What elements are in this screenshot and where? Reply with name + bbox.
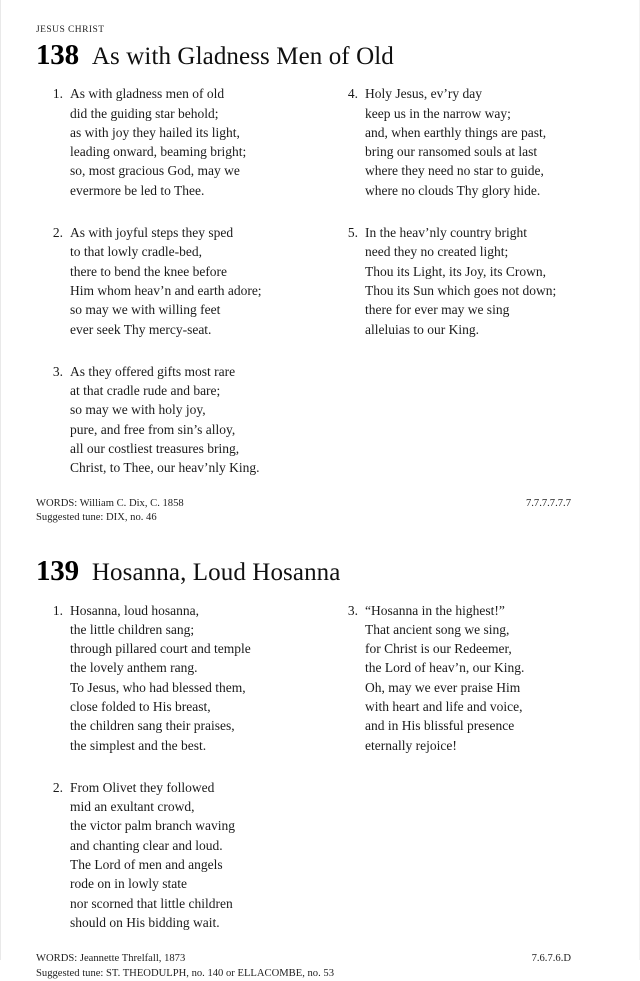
attribution-words-row [36,497,606,512]
stanza-column-left [36,84,321,477]
stanza-line: Him whom heav’n and earth adore; [70,282,262,298]
stanza-column-left [36,601,321,933]
stanza-column-right [321,84,606,339]
attribution-tune: Suggested tune: ST. THEODULPH, no. 140 or ELLACOMBE, no. 53 [36,967,334,979]
hymn-meter: 7.7.7.7.7.7 [525,497,571,509]
stanza-lines [63,362,259,478]
stanza-line: Oh, may we ever praise Him [365,679,521,695]
stanza-number: 1. [52,86,63,102]
stanza-lines [63,223,262,339]
stanza-lines [358,84,546,200]
stanza-line: keep us in the narrow way; [365,105,511,121]
stanza-number: 2. [52,779,63,795]
hymn-title-row [36,556,606,587]
stanza-number: 3. [52,363,63,379]
stanza-line: there to bend the knee before [70,263,228,279]
attribution-words-row [36,952,606,967]
stanza-line: leading onward, beaming bright; [70,144,247,160]
stanza-line: bring our ransomed souls at last [365,144,538,160]
stanza [341,601,606,755]
stanza-line: pure, and free from sin’s alloy, [70,421,236,437]
stanza-lines [358,601,524,755]
stanza-line: As with gladness men of old [70,86,225,102]
stanza-number: 1. [52,602,63,618]
stanza-line: That ancient song we sing, [365,621,510,637]
stanza-line: close folded to His breast, [70,698,211,714]
section-category-label: JESUS CHRIST [36,25,105,35]
stanza-number: 2. [52,225,63,241]
hymn-attribution [36,497,606,526]
stanza-line: As they offered gifts most rare [70,363,236,379]
stanza-line: “Hosanna in the highest!” [365,602,505,618]
stanza-line: and chanting clear and loud. [70,837,223,853]
stanza [341,223,606,339]
stanza-line: at that cradle rude and bare; [70,383,221,399]
stanza-line: the simplest and the best. [70,737,207,753]
stanza-line: and, when earthly things are past, [365,124,547,140]
hymn-title-row [36,40,606,71]
hymn-title: Hosanna, Loud Hosanna [91,558,341,586]
stanza-line: eternally rejoice! [365,737,457,753]
stanza [46,601,321,755]
stanza-line: The Lord of men and angels [70,857,223,873]
stanza-column-right [321,601,606,755]
hymn-meter: 7.6.7.6.D [531,953,571,965]
stanza-line: so, most gracious God, may we [70,163,240,179]
stanza-line: As with joyful steps they sped [70,225,234,241]
hymn-title: As with Gladness Men of Old [91,42,394,70]
stanza-line: so may we with willing feet [70,302,221,318]
stanza-line: for Christ is our Redeemer, [365,641,512,657]
stanza [46,362,321,478]
stanza-line: Thou its Sun which goes not down; [365,282,557,298]
hymn-number: 138 [36,38,79,71]
attribution-words: WORDS: William C. Dix, C. 1858 [36,497,184,509]
attribution-words: WORDS: Jeannette Threlfall, 1873 [36,953,186,965]
stanza-line: Hosanna, loud hosanna, [70,602,199,618]
stanza-line: the little children sang; [70,621,195,637]
stanza-line: the lovely anthem rang. [70,660,198,676]
stanza-line: did the guiding star behold; [70,105,219,121]
stanza-line: there for ever may we sing [365,302,510,318]
stanza-line: the children sang their praises, [70,718,235,734]
stanza-line: nor scorned that little children [70,895,233,911]
stanza-lines [63,84,246,200]
stanza-columns [36,84,606,477]
stanza-line: to that lowly cradle-bed, [70,244,202,260]
stanza-number: 3. [347,602,358,618]
stanza-line: Holy Jesus, ev’ry day [365,86,482,102]
stanza-line: Thou its Light, its Joy, its Crown, [365,263,547,279]
stanza-line: mid an exultant crowd, [70,799,195,815]
stanza-line: ever seek Thy mercy-seat. [70,321,212,337]
stanza-line: the Lord of heav’n, our King. [365,660,525,676]
stanza-line: To Jesus, who had blessed them, [70,679,246,695]
stanza-number: 4. [347,86,358,102]
stanza-line: rode on in lowly state [70,876,187,892]
stanza-line: all our costliest treasures bring, [70,440,240,456]
stanza-line: where no clouds Thy glory hide. [365,182,541,198]
hymn-block-139 [36,556,606,981]
stanza-line: In the heav’nly country bright [365,225,527,241]
hymn-number: 139 [36,554,79,587]
stanza-lines [358,223,556,339]
stanza [341,84,606,200]
stanza-line: evermore be led to Thee. [70,182,205,198]
attribution-tune: Suggested tune: DIX, no. 46 [36,512,157,524]
stanza-lines [63,778,235,932]
stanza-line: alleluias to our King. [365,321,479,337]
stanza-line: as with joy they hailed its light, [70,124,240,140]
stanza-line: need they no created light; [365,244,509,260]
stanza-line: where they need no star to guide, [365,163,544,179]
stanza-line: with heart and life and voice, [365,698,523,714]
stanza-lines [63,601,251,755]
stanza-number: 5. [347,225,358,241]
hymn-block-138 [36,26,606,526]
stanza-line: so may we with holy joy, [70,402,206,418]
stanza-line: through pillared court and temple [70,641,251,657]
stanza-line: From Olivet they followed [70,779,215,795]
page-content [36,26,606,981]
stanza-line: the victor palm branch waving [70,818,235,834]
stanza-line: Christ, to Thee, our heav’nly King. [70,460,260,476]
stanza-columns [36,601,606,933]
stanza [46,223,321,339]
stanza [46,84,321,200]
hymn-attribution [36,952,606,981]
stanza [46,778,321,932]
stanza-line: should on His bidding wait. [70,914,220,930]
stanza-line: and in His blissful presence [365,718,515,734]
